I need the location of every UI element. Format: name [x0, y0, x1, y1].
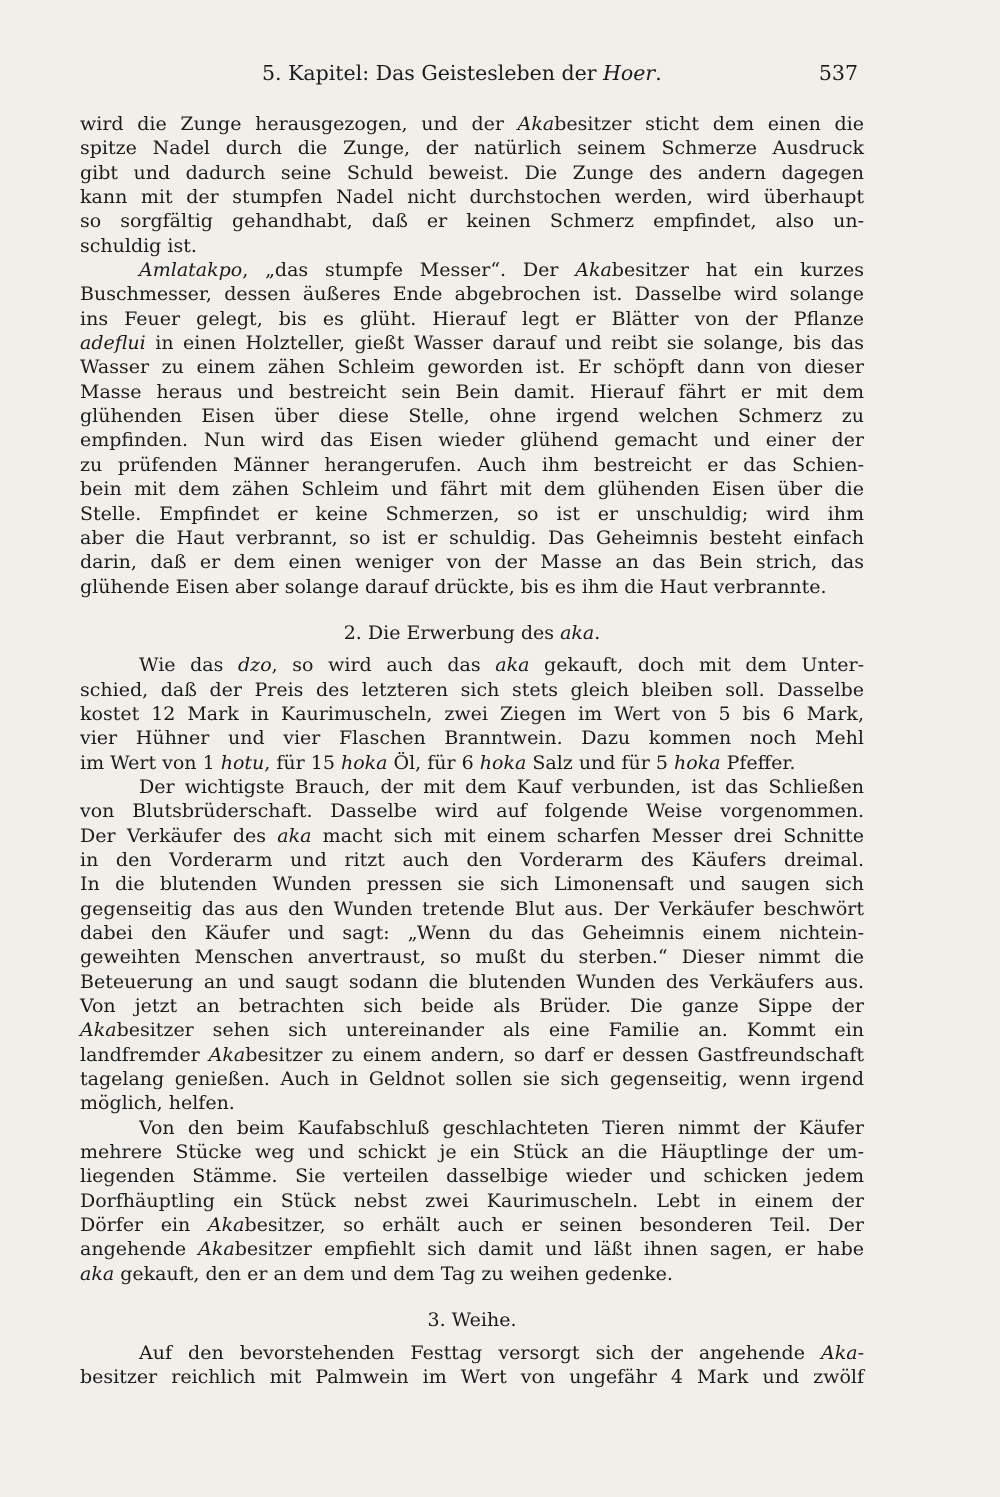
- running-header: [262, 58, 858, 88]
- text-line: vier Hühner und vier Flaschen Branntwein. Dazu kommen noch Mehl: [80, 727, 864, 750]
- text-line: mehrere Stücke weg und schickt je ein Stück an die Häuptlinge der um-: [80, 1141, 864, 1164]
- text-line: so sorgfältig gehandhabt, daß er keinen Schmerz empfindet, also un-: [80, 210, 864, 233]
- text-line: Von den beim Kaufabschluß geschlachteten Tieren nimmt der Käufer: [139, 1116, 864, 1139]
- text-line: kann mit der stumpfen Nadel nicht durchstochen werden, wird überhaupt: [80, 186, 864, 209]
- text-line: Beteuerung an und saugt sodann die blutenden Wunden des Verkäufers aus.: [80, 970, 864, 993]
- text-line: Der wichtigste Brauch, der mit dem Kauf verbunden, ist das Schließen: [139, 775, 864, 798]
- section-heading: 2. Die Erwerbung des aka.: [343, 621, 601, 644]
- text-line: geweihten Menschen anvertraust, so mußt du sterben.“ Dieser nimmt die: [80, 946, 864, 969]
- text-line: aka gekauft, den er an dem und dem Tag zu weihen gedenke.: [80, 1262, 673, 1285]
- text-line: adeflui in einen Holzteller, gießt Wasser darauf und reibt sie solange, bis das: [80, 332, 864, 355]
- text-line: Dorfhäuptling ein Stück nebst zwei Kaurimuscheln. Lebt in einem der: [80, 1189, 864, 1212]
- text-line: Wie das dzo, so wird auch das aka gekauft, doch mit dem Unter-: [139, 654, 865, 677]
- text-line: Akabesitzer sehen sich untereinander als eine Familie an. Kommt ein: [80, 1019, 864, 1042]
- text-line: glühenden Eisen über diese Stelle, ohne irgend welchen Schmerz zu: [80, 405, 864, 428]
- text-line: darin, daß er dem einen weniger von der Masse an das Bein strich, das: [80, 551, 864, 574]
- section-heading: 3. Weihe.: [427, 1309, 517, 1332]
- text-line: gegenseitig das aus den Wunden tretende Blut aus. Der Verkäufer beschwört: [80, 897, 864, 920]
- text-line: landfremder Akabesitzer zu einem andern, so darf er dessen Gastfreundschaft: [80, 1043, 864, 1066]
- text-line: möglich, helfen.: [80, 1092, 235, 1115]
- text-line: kostet 12 Mark in Kaurimuscheln, zwei Ziegen im Wert von 5 bis 6 Mark,: [80, 702, 864, 725]
- text-line: aber die Haut verbrannt, so ist er schuldig. Das Geheimnis besteht einfach: [80, 526, 864, 549]
- text-line: im Wert von 1 hotu, für 15 hoka Öl, für 6 hoka Salz und für 5 hoka Pfeffer.: [80, 751, 796, 774]
- page-number: 537: [818, 61, 858, 85]
- text-line: In die blutenden Wunden pressen sie sich Limonensaft und saugen sich: [80, 873, 864, 896]
- text-line: wird die Zunge herausgezogen, und der Akabesitzer sticht dem einen die: [80, 113, 864, 135]
- text-line: in den Vorderarm und ritzt auch den Vorderarm des Käufers dreimal.: [80, 848, 864, 871]
- text-line: liegenden Stämme. Sie verteilen dasselbige wieder und schicken jedem: [80, 1165, 864, 1188]
- text-line: Von jetzt an betrachten sich beide als Brüder. Die ganze Sippe der: [80, 995, 864, 1018]
- text-line: gibt und dadurch seine Schuld beweist. Die Zunge des andern dagegen: [80, 161, 864, 184]
- text-line: zu prüfenden Männer herangerufen. Auch ihm bestreicht er das Schien-: [80, 453, 864, 476]
- text-line: spitze Nadel durch die Zunge, der natürlich seinem Schmerze Ausdruck: [80, 137, 864, 160]
- text-line: Wasser zu einem zähen Schleim geworden ist. Er schöpft dann von dieser: [80, 356, 864, 379]
- body-text: [80, 112, 864, 1389]
- text-line: bein mit dem zähen Schleim und fährt mit dem glühenden Eisen über die: [80, 478, 864, 501]
- text-line: angehende Akabesitzer empfiehlt sich damit und läßt ihnen sagen, er habe: [80, 1238, 864, 1261]
- chapter-title: 5. Kapitel: Das Geistesleben der Hoer.: [262, 61, 662, 85]
- text-line: Der Verkäufer des aka macht sich mit einem scharfen Messer drei Schnitte: [80, 824, 864, 847]
- text-line: schuldig ist.: [80, 234, 197, 257]
- text-line: besitzer reichlich mit Palmwein im Wert von ungefähr 4 Mark und zwölf: [80, 1365, 864, 1388]
- text-line: Masse heraus und bestreicht sein Bein damit. Hierauf fährt er mit dem: [80, 380, 864, 403]
- text-line: Buschmesser, dessen äußeres Ende abgebrochen ist. Dasselbe wird solange: [80, 283, 864, 306]
- text-line: glühende Eisen aber solange darauf drückte, bis es ihm die Haut verbrannte.: [80, 575, 827, 598]
- text-line: ins Feuer gelegt, bis es glüht. Hierauf legt er Blätter von der Pflanze: [80, 307, 864, 330]
- text-line: Auf den bevorstehenden Festtag versorgt sich der angehende Aka-: [139, 1341, 864, 1364]
- text-line: empfinden. Nun wird das Eisen wieder glühend gemacht und einer der: [80, 429, 864, 452]
- text-line: tagelang genießen. Auch in Geldnot sollen sie sich gegenseitig, wenn irgend: [80, 1068, 864, 1091]
- text-line: Dörfer ein Akabesitzer, so erhält auch er seinen besonderen Teil. Der: [80, 1214, 864, 1237]
- text-line: dabei den Käufer und sagt: „Wenn du das Geheimnis einem nichtein-: [80, 922, 864, 944]
- text-line: Stelle. Empfindet er keine Schmerzen, so ist er unschuldig; wird ihm: [80, 502, 864, 525]
- text-line: schied, daß der Preis des letzteren sich stets gleich bleiben soll. Dasselbe: [80, 678, 864, 701]
- text-line: von Blutsbrüderschaft. Dasselbe wird auf folgende Weise vorgenommen.: [80, 800, 864, 823]
- text-line: Amlatakpo, „das stumpfe Messer“. Der Akabesitzer hat ein kurzes: [139, 259, 864, 282]
